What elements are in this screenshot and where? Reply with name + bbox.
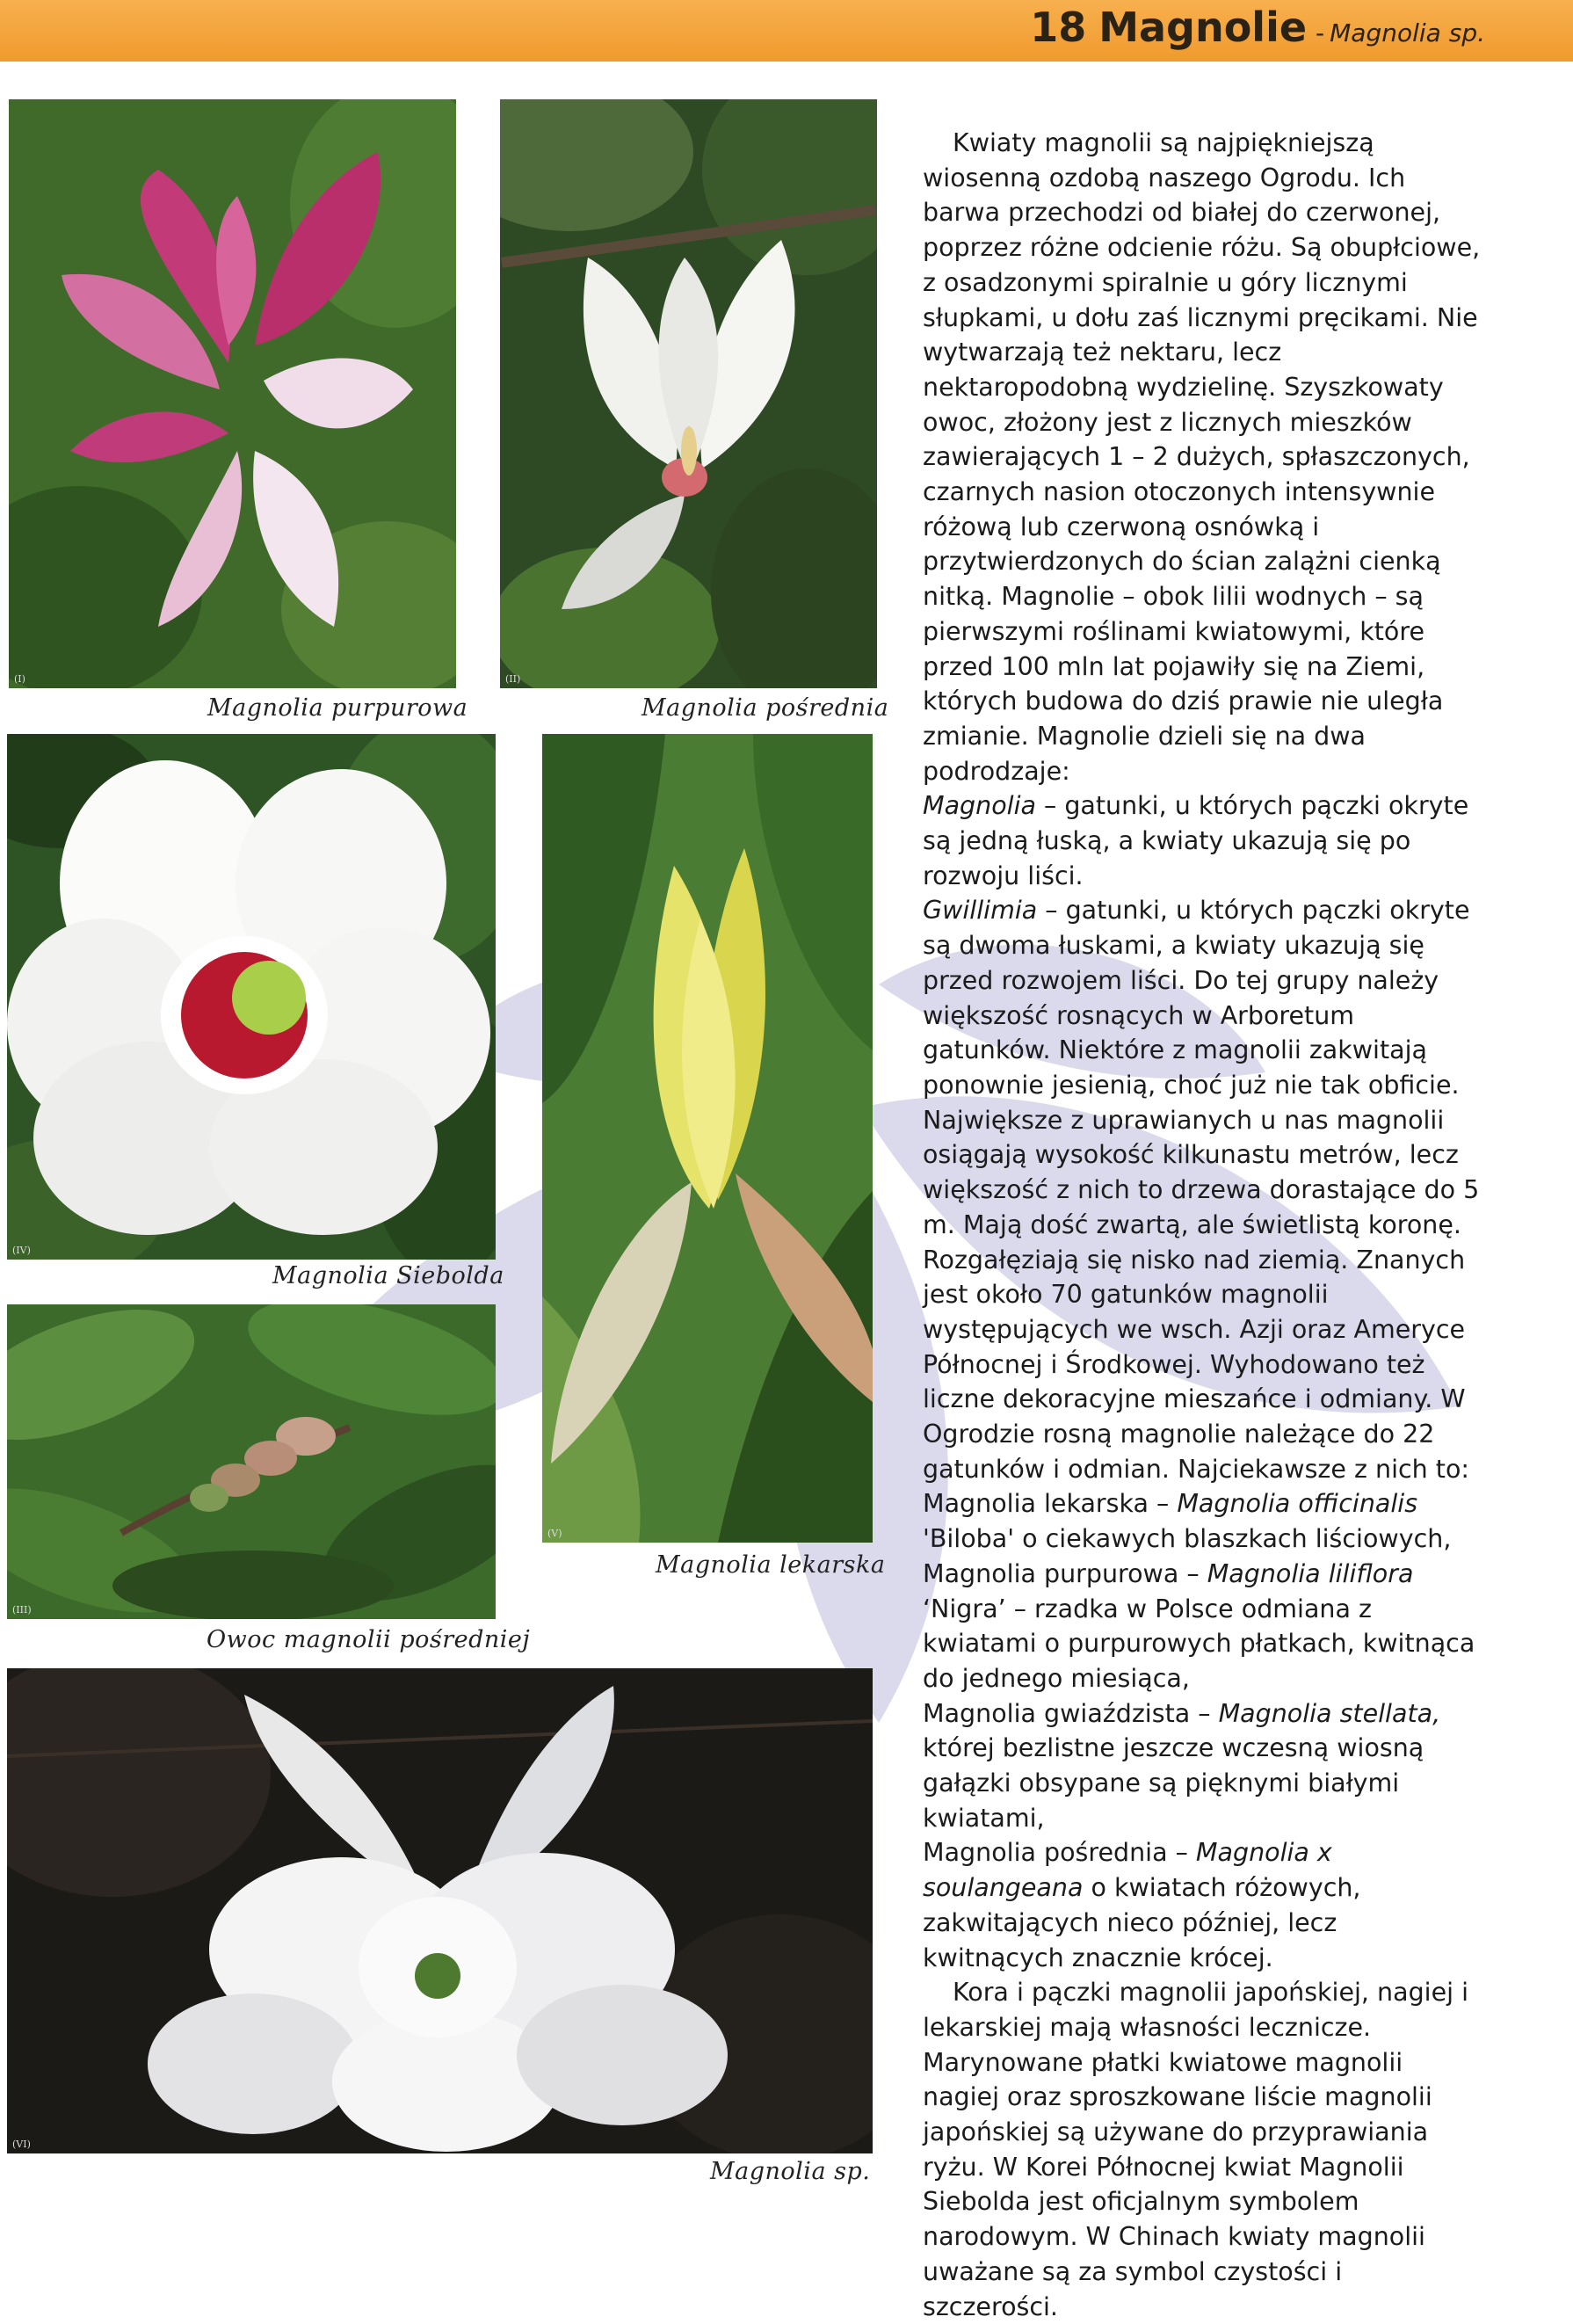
article-intro: Kwiaty magnolii są najpiękniejszą wiosenną ozdobą naszego Ogrodu. Ich barwa przechodzi od białej do czerwonej, poprzez różne odcienie różu. Są obupłciowe, z osadzonymi spiralnie u góry licznymi słupkami, u dołu zaś licznymi pręcikami. Nie wytwarzają też nektaru, lecz nektaropodobną wydzielinę. Szyszkowaty owoc, złożony jest z licznych mieszków zawierających 1 – 2 dużych, spłaszczonych, czarnych nasion otoczonych intensywnie różową lub czerwoną osnówką i przytwierdzonych do ścian zalążni cienką nitką. Magnolie – obok lilii wodnych – są pierwszymi roślinami kwiatowymi, które przed 100 mln lat pojawiły się na Ziemi, których budowa do dziś prawie nie uległa zmianie. Magnolie dzieli się na dwa podrodzaje: [923,128,1481,786]
photo-caption: Magnolia Siebolda [272,1262,504,1289]
photo-magnolia-posrednia: (II) [500,99,877,688]
photo-caption: Magnolia sp. [710,2158,871,2185]
page-title [1030,4,1485,58]
photo-magnolia-purpurowa: (I) [9,99,456,688]
article-list-item: Magnolia lekarska – Magnolia officinalis 'Biloba' o ciekawych blaszkach liściowych, [923,1489,1452,1554]
article-subgenus-2: Gwillimia – gatunki, u których pączki okryte są dwoma łuskami, a kwiaty ukazują się przed rozwojem liści. Do tej grupy należy większość rosnących w Arboretum gatunków. Niektóre z magnolii zakwitają ponownie jesienią, choć już nie tak obficie. Największe z uprawianych u nas magnolii osiągają wysokość kilkunastu metrów, lecz większość z nich to drzewa dorastające do 5 m. Mają dość zwartą, ale świetlistą koronę. Rozgałęziają się nisko nad ziemią. Znanych jest około 70 gatunków magnolii występujących we wsch. Azji oraz Ameryce Północnej i Środkowej. Wyhodowano też liczne dekoracyjne mieszańce i odmiany. W Ogrodzie rosną magnolie należące do 22 gatunków i odmian. Najciekawsze z nich to: [923,896,1480,1484]
title-separator: - [1316,18,1325,47]
article-list-item: Magnolia purpurowa – Magnolia liliflora ‘Nigra’ – rzadka w Polsce odmiana z kwiatami o purpurowych płatkach, kwitnąca do jednego miesiąca, [923,1558,1475,1693]
photo-owoc-magnolii: (III) [7,1304,496,1619]
header-bar [0,0,1573,62]
article-list-item: Magnolia pośrednia – Magnolia x soulangeana o kwiatach różowych, zakwitających nieco później, lecz kwitnących znacznie krócej. [923,1838,1361,1972]
photo-magnolia-sp: (VI) [7,1668,873,2153]
article-subgenus-1: Magnolia – gatunki, u których pączki okryte są jedną łuską, a kwiaty ukazują się po rozwoju liści. [923,791,1469,890]
photo-caption: Magnolia purpurowa [207,694,468,722]
photo-caption: Owoc magnolii pośredniej [207,1626,531,1653]
page-number: 18 [1030,4,1087,51]
article-closing: Kora i pączki magnolii japońskiej, nagiej i lekarskiej mają własności lecznicze. Marynowane płatki kwiatowe magnolii nagiej oraz sproszkowane liście magnolii japońskiej są używane do przyprawiania ryżu. W Korei Północnej kwiat Magnolii Siebolda jest oficjalnym symbolem narodowym. W Chinach kwiaty magnolii uważane są za symbol czystości i szczerości. [923,1978,1469,2321]
article-list-item: Magnolia gwiaździsta – Magnolia stellata, której bezlistne jeszcze wczesną wiosną gałązki obsypane są pięknymi białymi kwiatami, [923,1698,1441,1833]
photo-magnolia-siebolda: (IV) [7,734,496,1260]
page-title-name: Magnolie [1098,4,1308,51]
article-text [923,126,1485,2324]
page-title-latin: Magnolia sp. [1330,18,1485,47]
subgenus-name: Gwillimia [923,896,1038,926]
photo-magnolia-lekarska: (V) [542,734,873,1543]
photo-caption: Magnolia pośrednia [642,694,889,722]
photo-caption: Magnolia lekarska [656,1551,886,1579]
subgenus-name: Magnolia [923,791,1036,821]
